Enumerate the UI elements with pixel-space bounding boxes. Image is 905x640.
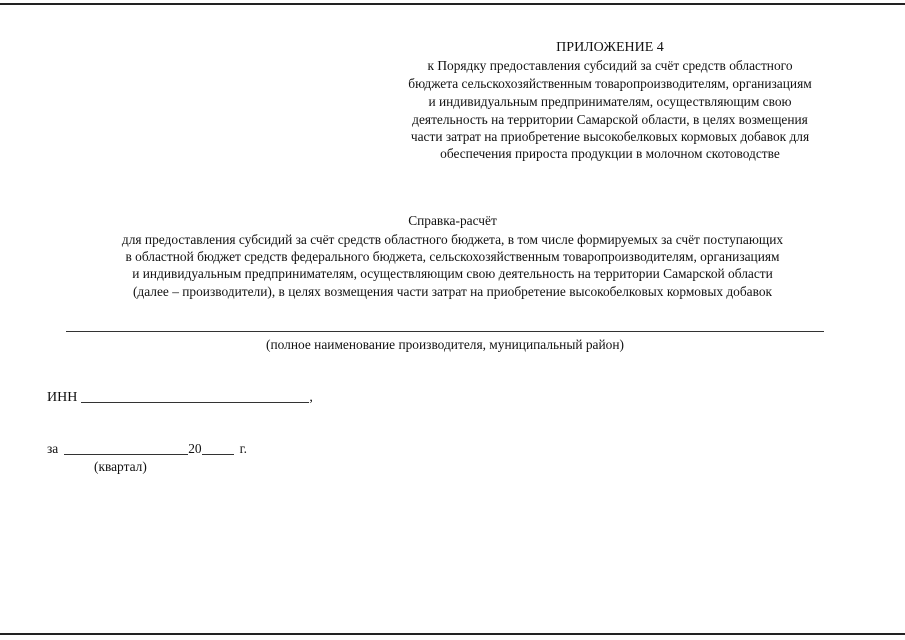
inn-row	[47, 388, 313, 406]
top-border-line	[0, 3, 905, 5]
appendix-line: части затрат на приобретение высокобелковых кормовых добавок для	[410, 129, 810, 144]
document-subtitle-line: в областной бюджет средств федерального бюджета, сельскохозяйственным товаропроизводителям, организациям	[125, 249, 780, 264]
appendix-line: бюджета сельскохозяйственным товаропроизводителям, организациям	[408, 76, 812, 91]
year-prefix: 20	[188, 441, 202, 456]
bottom-border-line	[0, 633, 905, 635]
appendix-line: деятельность на территории Самарской области, в целях возмещения	[412, 112, 808, 127]
period-row	[47, 441, 247, 457]
quarter-field[interactable]	[64, 441, 188, 455]
appendix-title: ПРИЛОЖЕНИЕ 4	[556, 40, 664, 55]
period-prefix: за	[47, 441, 59, 456]
appendix-line: и индивидуальным предпринимателям, осуществляющим свою	[428, 94, 792, 109]
producer-name-field[interactable]	[66, 331, 824, 332]
appendix-line: обеспечения прироста продукции в молочном скотоводстве	[440, 146, 780, 161]
year-suffix: г.	[239, 441, 247, 456]
inn-field[interactable]	[81, 388, 309, 403]
appendix-line: к Порядку предоставления субсидий за счёт средств областного	[427, 58, 793, 73]
quarter-caption: (квартал)	[94, 459, 147, 474]
inn-label: ИНН	[47, 390, 78, 405]
document-subtitle-line: для предоставления субсидий за счёт средств областного бюджета, в том числе формируемых за счёт поступающих	[121, 232, 784, 247]
year-field[interactable]	[202, 441, 234, 455]
document-title: Справка-расчёт	[408, 213, 497, 228]
document-subtitle-line: (далее – производители), в целях возмещения части затрат на приобретение высокобелковых кормовых добавок	[132, 284, 773, 299]
producer-name-caption: (полное наименование производителя, муниципальный район)	[266, 337, 624, 352]
document-subtitle-line: и индивидуальным предпринимателям, осуществляющим свою деятельность на территории Самарской области	[132, 266, 773, 281]
inn-comma: ,	[309, 390, 313, 405]
